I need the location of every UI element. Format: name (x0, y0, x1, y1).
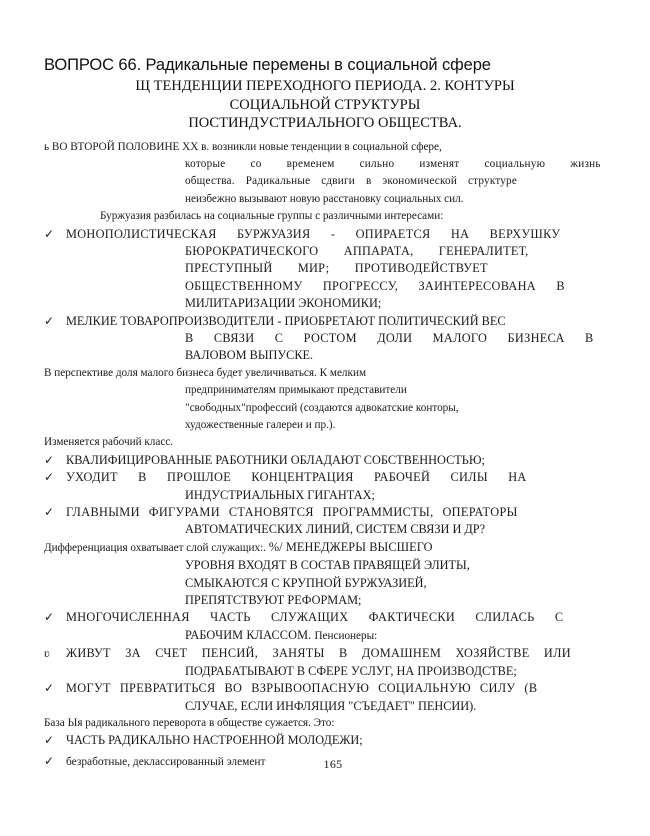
paragraph-1-line-2: которые со временем сильно изменят социальную жизнь (185, 157, 601, 170)
list-item-monopolistic-bourgeoisie-line-5: МИЛИТАРИЗАЦИИ ЭКОНОМИКИ; (185, 296, 382, 311)
paragraph-1-line-3: общества. Радикальные сдвиги в экономической структуре (185, 175, 518, 188)
list-item-small-producers (0, 313, 650, 330)
subtitle-line-3: ПОСТИНДУСТРИАЛЬНОГО ОБЩЕСТВА. (188, 115, 462, 131)
paragraph-5-line-3: СМЫКАЮТСЯ С КРУПНОЙ БУРЖУАЗИЕЙ, (185, 575, 427, 590)
paragraph-3-line-3: "свободных"профессий (создаются адвокатские конторы, (185, 401, 459, 414)
paragraph-6-lead: База Ыя радикального переворота в обществе сужается. Это: (44, 716, 335, 729)
subtitle-line-2: СОЦИАЛЬНОЙ СТРУКТУРЫ (229, 96, 421, 113)
paragraph-3-line-2: предпринимателям примыкают представители (185, 384, 407, 397)
list-item-label: УХОДИТ В ПРОШЛОЕ КОНЦЕНТРАЦИЯ РАБОЧЕЙ СИЛЫ НА (66, 470, 527, 485)
list-item-small-producers-line-3: ВАЛОВОМ ВЫПУСКЕ. (185, 348, 314, 363)
list-item-pensions-line-2: ПОДРАБАТЫВАЮТ В СФЕРЕ УСЛУГ, НА ПРОИЗВОДСТВЕ; (185, 663, 517, 678)
page-subtitle (0, 77, 650, 133)
paragraph-1-line-1: ь ВО ВТОРОЙ ПОЛОВИНЕ XX в. возникли новые тенденции в социальной сфере, (44, 140, 442, 153)
paragraph-3-line-4: художественные галереи и пр.). (185, 419, 336, 431)
paragraph-1-line-4: неизбежно вызывают новую расстановку социальных сил. (185, 192, 464, 205)
list-item-employees-merged (0, 609, 650, 626)
list-item-explosive-force (0, 680, 650, 697)
paragraph-4-lead: Изменяется рабочий класс. (44, 436, 174, 449)
list-item-monopolistic-bourgeoisie (0, 226, 650, 243)
subtitle-line-1: Щ ТЕНДЕНЦИИ ПЕРЕХОДНОГО ПЕРИОДА. 2. КОНТУРЫ (135, 78, 515, 94)
checkmark-icon: ✓ (44, 313, 55, 328)
paragraph-3-line-1: В перспективе доля малого бизнеса будет увеличиваться. К мелким (44, 366, 367, 379)
list-item-label: ГЛАВНЫМИ ФИГУРАМИ СТАНОВЯТСЯ ПРОГРАММИСТЫ, ОПЕРАТОРЫ (66, 505, 518, 520)
paragraph-5-lead-text: Дифференциация охватывает слой служащих:. (44, 541, 269, 554)
slash-mark-icon: ʋ (44, 646, 50, 661)
paragraph-5-line-4: ПРЕПЯТСТВУЮТ РЕФОРМАМ; (185, 593, 362, 608)
list-item-small-producers-line-2: В СВЯЗИ С РОСТОМ ДОЛИ МАЛОГО БИЗНЕСА В (185, 330, 594, 345)
paragraph-5-line-1 (0, 539, 650, 557)
list-item-pensions (0, 645, 650, 662)
list-item-monopolistic-bourgeoisie-line-3: ПРЕСТУПНЫЙ МИР; ПРОТИВОДЕЙСТВУЕТ (185, 261, 488, 276)
checkmark-icon: ✓ (44, 753, 55, 768)
list-item-programmers (0, 504, 650, 521)
list-item-label: МОНОПОЛИСТИЧЕСКАЯ БУРЖУАЗИЯ - ОПИРАЕТСЯ НА ВЕРХУШКУ (66, 226, 561, 241)
list-item-label: МНОГОЧИСЛЕННАЯ ЧАСТЬ СЛУЖАЩИХ ФАКТИЧЕСКИ СЛИЛАСЬ С (66, 610, 564, 625)
paragraph-5-caps-text: %/ МЕНЕДЖЕРЫ ВЫСШЕГО (268, 539, 433, 554)
page-title: ВОПРОС 66. Радикальные перемены в социальной сфере (44, 56, 491, 74)
list-item-caps-text: РАБОЧИМ КЛАССОМ. (185, 627, 315, 642)
list-item-labor-concentration-line-2: ИНДУСТРИАЛЬНЫХ ГИГАНТАХ; (185, 487, 375, 502)
checkmark-icon: ✓ (44, 505, 55, 520)
list-item-label: МОГУТ ПРЕВРАТИТЬСЯ ВО ВЗРЫВООПАСНУЮ СОЦИАЛЬНУЮ СИЛУ (В (66, 681, 538, 696)
list-item-label: ЖИВУТ ЗА СЧЕТ ПЕНСИЙ, ЗАНЯТЫ В ДОМАШНЕМ ХОЗЯЙСТВЕ ИЛИ (66, 646, 571, 661)
list-item-employees-merged-line-2 (0, 627, 650, 645)
list-item-qualified-workers (0, 452, 650, 469)
checkmark-icon: ✓ (44, 681, 55, 696)
list-item-programmers-line-2: АВТОМАТИЧЕСКИХ ЛИНИЙ, СИСТЕМ СВЯЗИ И ДР? (185, 522, 486, 537)
list-item-label: безработные, деклассированный элемент (66, 755, 266, 768)
list-item-explosive-force-line-2: СЛУЧАЕ, ЕСЛИ ИНФЛЯЦИЯ "СЪЕДАЕТ" ПЕНСИИ). (185, 698, 477, 713)
paragraph-5-line-2: УРОВНЯ ВХОДЯТ В СОСТАВ ПРАВЯЩЕЙ ЭЛИТЫ, (185, 558, 470, 573)
checkmark-icon: ✓ (44, 470, 55, 485)
checkmark-icon: ✓ (44, 610, 55, 625)
list-item-label: МЕЛКИЕ ТОВАРОПРОИЗВОДИТЕЛИ - ПРИОБРЕТАЮТ ПОЛИТИЧЕСКИЙ ВЕС (66, 313, 506, 328)
pensioners-label: Пенсионеры: (314, 629, 378, 642)
checkmark-icon: ✓ (44, 226, 55, 241)
list-item-radical-youth (0, 732, 650, 749)
page-number: 165 (323, 757, 343, 771)
list-item-labor-concentration (0, 469, 650, 486)
list-item-label: КВАЛИФИЦИРОВАННЫЕ РАБОТНИКИ ОБЛАДАЮТ СОБСТВЕННОСТЬЮ; (66, 452, 485, 467)
paragraph-2-lead: Буржуазия разбилась на социальные группы с различными интересами: (100, 210, 444, 223)
checkmark-icon: ✓ (44, 733, 55, 748)
list-item-monopolistic-bourgeoisie-line-2: БЮРОКРАТИЧЕСКОГО АППАРАТА, ГЕНЕРАЛИТЕТ, (185, 243, 529, 258)
list-item-monopolistic-bourgeoisie-line-4: ОБЩЕСТВЕННОМУ ПРОГРЕССУ, ЗАИНТЕРЕСОВАНА В (185, 278, 565, 293)
checkmark-icon: ✓ (44, 452, 55, 467)
list-item-label: ЧАСТЬ РАДИКАЛЬНО НАСТРОЕННОЙ МОЛОДЕЖИ; (66, 733, 363, 748)
